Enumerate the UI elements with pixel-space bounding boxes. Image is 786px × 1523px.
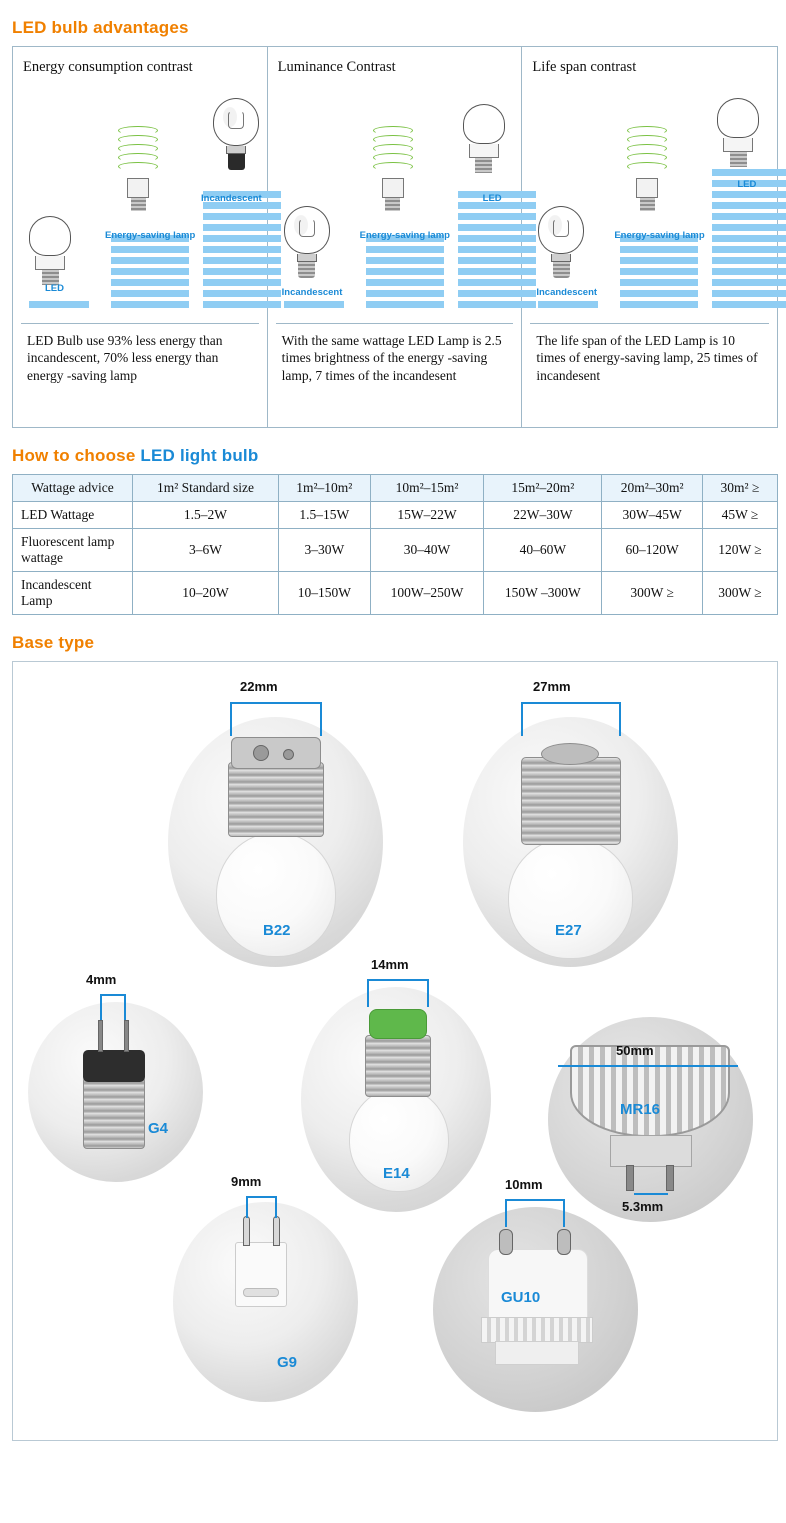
base-label-e14: E14 <box>383 1165 410 1182</box>
cell: 300W ≥ <box>702 572 777 615</box>
cell: 120W ≥ <box>702 529 777 572</box>
table-row <box>13 572 778 615</box>
mr16-reflector <box>570 1045 730 1137</box>
base-type-e27 <box>463 679 678 967</box>
base-label-mr16: MR16 <box>620 1101 661 1118</box>
dimension-e14: 14mm <box>371 957 409 972</box>
cell: 30–40W <box>370 529 484 572</box>
base-label-e27: E27 <box>555 922 582 939</box>
cell: 3–6W <box>133 529 279 572</box>
incandescent-bulb-icon <box>538 206 584 278</box>
gu10-ribs <box>481 1317 593 1343</box>
advantage-heading: Luminance Contrast <box>277 59 396 75</box>
row-label-incandescent-lamp: Incandescent Lamp <box>13 572 133 615</box>
led-bulb-icon <box>717 98 759 167</box>
base-label-g4: G4 <box>148 1120 169 1137</box>
col-header-5: 20m²–30m² <box>602 475 703 502</box>
cell: 10–20W <box>133 572 279 615</box>
bar-label-cfl: Energy-saving lamp <box>359 230 450 241</box>
base-type-e14 <box>301 957 491 1212</box>
dimension-mr16: 50mm <box>616 1043 654 1058</box>
dimension-b22: 22mm <box>240 679 278 694</box>
cell: 100W–250W <box>370 572 484 615</box>
advantage-graphic <box>23 76 262 326</box>
bar-label-led: LED <box>737 179 757 190</box>
cell: 45W ≥ <box>702 502 777 529</box>
choose-title-part1: How to choose <box>12 446 141 465</box>
wattage-advice-table <box>12 474 778 615</box>
base-label-b22: B22 <box>263 922 291 939</box>
advantage-graphic <box>278 76 512 326</box>
dimension-g4: 4mm <box>86 972 117 987</box>
bar-label-incandescent: Incandescent <box>536 287 598 298</box>
led-bulb-icon <box>29 216 71 285</box>
bar-label-cfl: Energy-saving lamp <box>614 230 705 241</box>
dimension-mr16-pin-spacing: 5.3mm <box>622 1199 664 1214</box>
bar-stack-cfl <box>111 235 189 308</box>
col-header-0: Wattage advice <box>13 475 133 502</box>
row-label-led-wattage: LED Wattage <box>13 502 133 529</box>
section-title-choose <box>12 446 778 466</box>
bar-label-cfl: Energy-saving lamp <box>105 230 196 241</box>
bar-stack-incandescent <box>284 301 344 308</box>
incandescent-bulb-icon <box>213 98 259 170</box>
bar-stack-led <box>29 301 89 308</box>
section-title-base-type: Base type <box>12 633 95 652</box>
cell: 15W–22W <box>370 502 484 529</box>
bar-label-led: LED <box>482 193 502 204</box>
dimension-e27: 27mm <box>533 679 571 694</box>
bar-stack-incandescent <box>538 301 598 308</box>
cell: 300W ≥ <box>602 572 703 615</box>
bar-stack-cfl <box>366 235 444 308</box>
table-header-row <box>13 475 778 502</box>
advantage-note: LED Bulb use 93% less energy than incandescent, 70% less energy than energy -saving lamp <box>21 323 259 419</box>
choose-title-part2: LED light bulb <box>140 446 259 465</box>
base-type-g9 <box>173 1174 358 1402</box>
advantage-graphic <box>532 76 767 326</box>
bar-stack-cfl <box>620 235 698 308</box>
cfl-bulb-icon <box>627 126 667 211</box>
bar-label-incandescent: Incandescent <box>201 193 262 204</box>
cell: 150W –300W <box>484 572 602 615</box>
section-title-advantages: LED bulb advantages <box>12 18 189 37</box>
advantage-heading: Energy consumption contrast <box>23 59 193 75</box>
cell: 30W–45W <box>602 502 703 529</box>
table-row <box>13 529 778 572</box>
base-type-gu10 <box>433 1177 638 1412</box>
cfl-bulb-icon <box>373 126 413 211</box>
advantage-column-energy <box>13 47 268 427</box>
advantage-column-luminance <box>268 47 523 427</box>
cell: 3–30W <box>278 529 370 572</box>
bar-label-incandescent: Incandescent <box>281 287 343 298</box>
base-type-g4 <box>28 972 203 1182</box>
g9-body <box>235 1242 287 1307</box>
incandescent-bulb-icon <box>284 206 330 278</box>
bar-label-led: LED <box>45 283 64 294</box>
led-bulb-icon <box>463 104 505 173</box>
advantages-panel <box>12 46 778 428</box>
base-type-mr16 <box>548 1017 753 1222</box>
g9-slot <box>243 1288 279 1297</box>
base-label-g9: G9 <box>277 1354 298 1371</box>
cfl-bulb-icon <box>118 126 158 211</box>
col-header-6: 30m² ≥ <box>702 475 777 502</box>
cell: 1.5–2W <box>133 502 279 529</box>
dimension-gu10: 10mm <box>505 1177 543 1192</box>
table-row <box>13 502 778 529</box>
dimension-g9: 9mm <box>231 1174 262 1189</box>
advantage-column-lifespan <box>522 47 777 427</box>
col-header-2: 1m²–10m² <box>278 475 370 502</box>
base-label-gu10: GU10 <box>501 1289 541 1306</box>
cell: 40–60W <box>484 529 602 572</box>
advantage-note: With the same wattage LED Lamp is 2.5 times brightness of the energy -saving lamp, 7 times of the incandesent <box>276 323 514 419</box>
base-type-b22 <box>168 679 383 967</box>
cell: 10–150W <box>278 572 370 615</box>
mr16-body <box>610 1135 692 1167</box>
cell: 22W–30W <box>484 502 602 529</box>
cell: 1.5–15W <box>278 502 370 529</box>
cell: 60–120W <box>602 529 703 572</box>
col-header-4: 15m²–20m² <box>484 475 602 502</box>
gu10-body <box>488 1249 588 1321</box>
base-type-panel <box>12 661 778 1441</box>
advantage-note: The life span of the LED Lamp is 10 times of energy-saving lamp, 25 times of incandesent <box>530 323 769 419</box>
col-header-3: 10m²–15m² <box>370 475 484 502</box>
gu10-base <box>495 1341 579 1365</box>
document-page <box>0 18 786 1441</box>
row-label-fluorescent-wattage: Fluorescent lamp wattage <box>13 529 133 572</box>
advantage-heading: Life span contrast <box>532 59 637 75</box>
col-header-1: 1m² Standard size <box>133 475 279 502</box>
